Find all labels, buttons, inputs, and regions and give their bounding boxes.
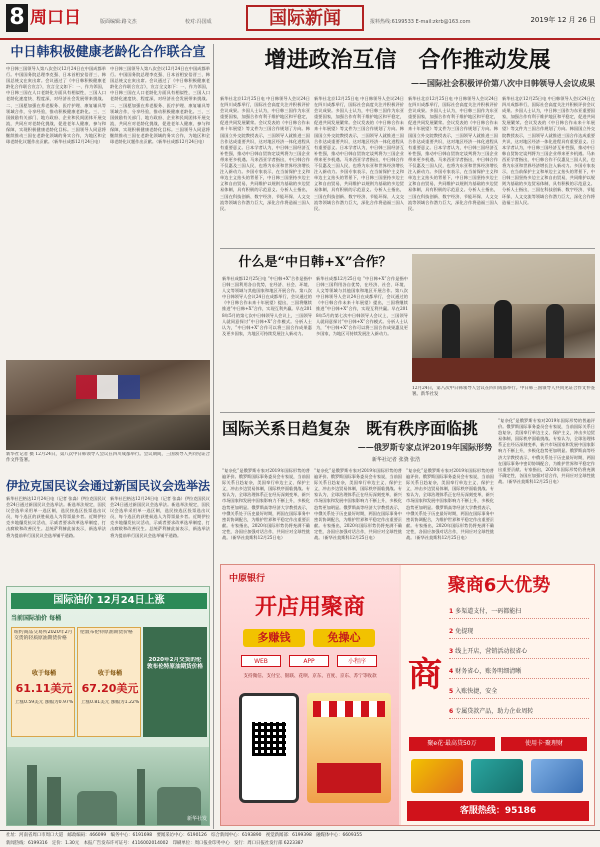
russia-body-col1: “复杂化”是俄罗斯专家对2019年国际形势的普遍评价。俄罗斯国际事务委员会专家说，当前国际关系日趋复杂，美国奉行单边主义、保护主义，冲击多边贸易体制，国际秩序面临挑战。专家认为，全球治理体系正在经历深刻变革，新兴市场国家和发展中国家影响力不断上升，多极化趋势更加明显。俄罗斯高等经济大学教授表示，中俄关系处于历史最好时期，两国在国际事务中密切协调配合，为维护世界和平稳定作出重要贡献。专家指出，2020年国际形势仍将充满不确定性，各国应加强对话合作，共同应对全球性挑战。（新华社莫斯科12月25日电） [222, 468, 310, 541]
advantage-item [449, 645, 589, 659]
ad-left-panel [221, 565, 399, 826]
ad-tag-earn: 多赚钱 [243, 629, 305, 647]
russia-body-col4: “复杂化”是俄罗斯专家对2019年国际形势的普遍评价。俄罗斯国际事务委员会专家说，当前国际关系日趋复杂，美国奉行单边主义、保护主义，冲击多边贸易体制，国际秩序面临挑战。专家认为，全球治理体系正在经历深刻变革，新兴市场国家和发展中国家影响力不断上升，多极化趋势更加明显。俄罗斯高等经济大学教授表示，中俄关系处于历史最好时期，两国在国际事务中密切协调配合，为维护世界和平稳定作出重要贡献。专家指出，2020年国际形势仍将充满不确定性，各国应加强对话合作，共同应对全球性挑战。（新华社莫斯科12月25日电） [498, 418, 595, 484]
photo-flags [76, 375, 140, 399]
ad-channel-miniapp: 小程序 [337, 655, 377, 667]
oil-refinery-silhouette [7, 747, 209, 825]
photo-caption-meeting: 12月24日，第八次中日韩领导人会议在四川成都举行。中日韩三国领导人共同见证合作文件签署。新华社发 [412, 386, 595, 398]
oil-box-wti-mid: 收于每桶 [31, 670, 56, 677]
advantages-title: 聚商6大优势 [447, 575, 551, 596]
russia-body-col2: “复杂化”是俄罗斯专家对2019年国际形势的普遍评价。俄罗斯国际事务委员会专家说，当前国际关系日趋复杂，美国奉行单边主义、保护主义，冲击多边贸易体制，国际秩序面临挑战。专家认为，全球治理体系正在经历深刻变革，新兴市场国家和发展中国家影响力不断上升，多极化趋势更加明显。俄罗斯高等经济大学教授表示，中俄关系处于历史最好时期，两国在国际事务中密切协调配合，为维护世界和平稳定作出重要贡献。专家指出，2020年国际形势仍将充满不确定性，各国应加强对话合作，共同应对全球性挑战。（新华社莫斯科12月25日电） [314, 468, 402, 541]
photo-leaders-signing [6, 360, 210, 450]
advantage-item [449, 705, 589, 719]
paper-logo: 周口日 [30, 8, 81, 28]
photo-stage [6, 415, 210, 450]
oil-box-note-title: 2020年2月交货的伦敦布伦特原油期货价格 [147, 657, 203, 670]
ad-card-image [471, 759, 523, 793]
advantage-text: 多渠道支付，一码都能扫 [455, 608, 522, 615]
ad-channel-app: APP [289, 655, 329, 667]
photo-leaders-meeting [412, 254, 595, 382]
divider [6, 63, 210, 64]
lead-body-col1: 新华社北京12月25日电 中日韩领导人会议24日在四川成都举行，国际社会高度关注并积极评价会议成果。多国人士认为，中日韩三国作为东亚重要国家，加强合作有利于维护地区和平稳定，促进共同发展繁荣。会议发表的《中日韩合作未来十年展望》等文件为三国合作规划了方向。韩国国立外交院教授表示，三国领导人就推进三国合作达成重要共识，这对地区经济一体化进程具有重要意义。日本学者认为，中日韩三国经济互补性强，推动中日韩自贸协定谈判将为三国企业带来更多机遇。马来西亚学者指出，中日韩合作不仅惠及三国人民，也将为东亚和世界经济增长注入新动力。多国专家表示，在当前保护主义和单边主义抬头的背景下，中日韩三国坚持多边主义和自由贸易，共同维护以规则为基础的多边贸易体制，具有积极的示范意义。分析人士指出，三国在科技创新、数字经济、节能环保、人文交流等领域合作潜力巨大，深化合作将造福三国人民。 [220, 96, 310, 211]
ad-card-image [411, 759, 463, 793]
divider [220, 248, 595, 249]
photo-table [412, 358, 595, 382]
advantage-text: 专属贷款产品，助力企业周转 [455, 708, 534, 715]
footer-line2: 新闻热线：6199316 定价：1.30元 本报广告发布许可证号：4116002014002 印刷单位：周口报业印务中心 发行：周口日报社发行部 6223387 [6, 841, 304, 846]
article-iraq-body-col2: 新华社巴格达12月24日电（记者 张淼）伊拉克国民议会24日通过新国民议会选举法。新选举法规定，国民议会选举采用单一选区制，选民按选区投票选出议员，每个选区的获胜候选人为得票最多者。近期伊拉克多地爆发抗议活动，示威者要求改革选举制度、打击腐败和改善民生。总统萨利赫此前表示，新选举法将为提前举行国民议会选举铺平道路。 [110, 496, 210, 538]
russia-headline: 国际关系日趋复杂 既有秩序面临挑 [222, 419, 479, 438]
advantage-item [449, 625, 589, 639]
qr-code-icon [252, 722, 286, 756]
advantage-text: 线上开店，营销活动很省心 [455, 648, 528, 655]
editor-line: 版面编辑:路文杰 [100, 19, 137, 25]
advantage-number: 5 [449, 688, 456, 695]
section-tab: 国际新闻 [246, 5, 364, 31]
advantage-number: 6 [449, 708, 456, 715]
refinery-tank [77, 791, 117, 825]
refinery-tower [137, 769, 145, 825]
feature-headline: 什么是“中日韩+X”合作？ [238, 255, 392, 270]
oil-box-wti-change: 上涨0.59美元 涨幅为0.97% [14, 700, 74, 705]
refinery-tower [47, 777, 61, 825]
ad-headline: 开店用聚商 [254, 595, 365, 620]
headline-aging: 中日韩积极健康老龄化合作联合宣 [10, 45, 206, 60]
promo-loan: 聚e花·最高贷50万 [409, 737, 495, 751]
ad-right-panel [401, 565, 595, 826]
headline-iraq: 伊拉克国民议会通过新国民议会选举法 [6, 479, 210, 493]
article-aging-body: 中日韩三国领导人第八次会议12月24日在中国成都举行。中国国务院总理李克强、日本首相安倍晋三、韩国总统文在寅出席。会议通过了《中日韩积极健康老龄化合作联合宣言》，宣言全文如下：一、作为邻国，中日韩三国在人口老龄化方面具有相似性，三国人口老龄化速度快、程度深，对经济社会发展带来挑战。二、三国愿加强在养老服务、医疗护理、康复辅具等领域合作，分享经验，推动积极健康老龄化。三、三国鼓励有关部门、地方政府、企业和民间团体开展交流，共同应对老龄化挑战，促进老年人健康、参与和保障，实现积极健康老龄化目标。三国领导人同意将继续推动三国在老龄化领域的务实合作，为地区和全球老龄化议题作出贡献。（新华社成都12月24日电） [6, 66, 106, 145]
photo-backdrop [412, 254, 595, 304]
promo-card: 使用卡·聚理财 [501, 737, 587, 751]
lead-body-col4: 新华社北京12月25日电 中日韩领导人会议24日在四川成都举行，国际社会高度关注并积极评价会议成果。多国人士认为，中日韩三国作为东亚重要国家，加强合作有利于维护地区和平稳定，促进共同发展繁荣。会议发表的《中日韩合作未来十年展望》等文件为三国合作规划了方向。韩国国立外交院教授表示，三国领导人就推进三国合作达成重要共识，这对地区经济一体化进程具有重要意义。日本学者认为，中日韩三国经济互补性强，推动中日韩自贸协定谈判将为三国企业带来更多机遇。马来西亚学者指出，中日韩合作不仅惠及三国人民，也将为东亚和世界经济增长注入新动力。多国专家表示，在当前保护主义和单边主义抬头的背景下，中日韩三国坚持多边主义和自由贸易，共同维护以规则为基础的多边贸易体制，具有积极的示范意义。分析人士指出，三国在科技创新、数字经济、节能环保、人文交流等领域合作潜力巨大，深化合作将造福三国人民。 [502, 96, 595, 205]
oil-box-brent-title: 伦敦布伦特原油期货价格 [80, 630, 133, 635]
lead-body-col2: 新华社北京12月25日电 中日韩领导人会议24日在四川成都举行，国际社会高度关注并积极评价会议成果。多国人士认为，中日韩三国作为东亚重要国家，加强合作有利于维护地区和平稳定，促进共同发展繁荣。会议发表的《中日韩合作未来十年展望》等文件为三国合作规划了方向。韩国国立外交院教授表示，三国领导人就推进三国合作达成重要共识，这对地区经济一体化进程具有重要意义。日本学者认为，中日韩三国经济互补性强，推动中日韩自贸协定谈判将为三国企业带来更多机遇。马来西亚学者指出，中日韩合作不仅惠及三国人民，也将为东亚和世界经济增长注入新动力。多国专家表示，在当前保护主义和单边主义抬头的背景下，中日韩三国坚持多边主义和自由贸易，共同维护以规则为基础的多边贸易体制，具有积极的示范意义。分析人士指出，三国在科技创新、数字经济、节能环保、人文交流等领域合作潜力巨大，深化合作将造福三国人民。 [314, 96, 404, 211]
advantage-number: 2 [449, 628, 456, 635]
contact-line: 报料热线:6199533 E-mail:zkrb@163.com [370, 19, 471, 25]
brand-glyph-icon: 商 [408, 655, 442, 695]
advantage-number: 4 [449, 668, 456, 675]
feature-body-col1: 新华社成都12月25日电 “中日韩+X”合作是指中日韩三国利用各自优势，在经济、社会、环境、人文等领域与其他国家和地区开展合作。第八次中日韩领导人会议24日在成都举行，会议通过的《中日韩合作未来十年展望》提出，三国将继续推进“中日韩+X”合作，实现互利共赢。早在2018年5月的第七次中日韩领导人会议上，三国领导人就同意探讨“中日韩+X”合作模式。分析人士认为，“中日韩+X”合作可以将三国合作成果惠及更多国家，为地区可持续发展注入新动力。 [222, 276, 312, 336]
oil-box-note [143, 627, 207, 737]
ad-channel-web: WEB [241, 655, 281, 667]
ad-shop-scene [307, 693, 391, 803]
lead-subtitle: ——国际社会积极评价第八次中日韩领导人会议成果 [411, 78, 595, 88]
lead-headline: 增进政治互信 合作推动发展 [264, 47, 551, 73]
russia-subtitle: ——俄罗斯专家点评2019年国际形势 [357, 442, 492, 452]
oil-box-wti-value: 61.11美元 [15, 682, 73, 695]
oil-box-wti-title: 纽约商品交易所2020年2月交货的轻质原油期货价格 [14, 630, 73, 642]
advantage-number: 3 [449, 648, 456, 655]
bank-logo: 中原银行 [229, 574, 266, 584]
issue-date: 2019年 12 月 26 日 [530, 16, 596, 24]
shop-awning-icon [313, 701, 385, 717]
advantage-text: 免提现 [455, 628, 474, 635]
photo-caption-aging: 新华社记者 摄 12月24日，第八次中日韩领导人会议在四川成都举行。会议期间，三国领导人共同见证合作文件签署。 [6, 452, 210, 464]
design-line: 校对:冯国成 [185, 19, 212, 25]
advantage-item [449, 665, 589, 679]
advantage-text: 财务省心，账务明细清晰 [455, 668, 522, 675]
oil-price-graphic [6, 586, 210, 826]
russia-body-col3: “复杂化”是俄罗斯专家对2019年国际形势的普遍评价。俄罗斯国际事务委员会专家说，当前国际关系日趋复杂，美国奉行单边主义、保护主义，冲击多边贸易体制，国际秩序面临挑战。专家认为，全球治理体系正在经历深刻变革，新兴市场国家和发展中国家影响力不断上升，多极化趋势更加明显。俄罗斯高等经济大学教授表示，中俄关系处于历史最好时期，两国在国际事务中密切协调配合，为维护世界和平稳定作出重要贡献。专家指出，2020年国际形势仍将充满不确定性，各国应加强对话合作，共同应对全球性挑战。（新华社莫斯科12月25日电） [406, 468, 494, 541]
column-rule [213, 44, 214, 829]
ad-tag-easy: 免操心 [313, 629, 375, 647]
article-iraq-body: 新华社巴格达12月24日电（记者 张淼）伊拉克国民议会24日通过新国民议会选举法。新选举法规定，国民议会选举采用单一选区制，选民按选区投票选出议员，每个选区的获胜候选人为得票最多者。近期伊拉克多地爆发抗议活动，示威者要求改革选举制度、打击腐败和改善民生。总统萨利赫此前表示，新选举法将为提前举行国民议会选举铺平道路。 [6, 496, 106, 538]
page-footer [0, 830, 600, 847]
advantage-text: 入账快捷，安全 [455, 688, 498, 695]
oil-subheader: 当前国际油价 每桶 [11, 615, 62, 622]
oil-box-brent-mid: 收于每桶 [97, 670, 122, 677]
ad-card-image [531, 759, 583, 793]
lead-body-col3: 新华社北京12月25日电 中日韩领导人会议24日在四川成都举行，国际社会高度关注并积极评价会议成果。多国人士认为，中日韩三国作为东亚重要国家，加强合作有利于维护地区和平稳定，促进共同发展繁荣。会议发表的《中日韩合作未来十年展望》等文件为三国合作规划了方向。韩国国立外交院教授表示，三国领导人就推进三国合作达成重要共识，这对地区经济一体化进程具有重要意义。日本学者认为，中日韩三国经济互补性强，推动中日韩自贸协定谈判将为三国企业带来更多机遇。马来西亚学者指出，中日韩合作不仅惠及三国人民，也将为东亚和世界经济增长注入新动力。多国专家表示，在当前保护主义和单边主义抬头的背景下，中日韩三国坚持多边主义和自由贸易，共同维护以规则为基础的多边贸易体制，具有积极的示范意义。分析人士指出，三国在科技创新、数字经济、节能环保、人文交流等领域合作潜力巨大，深化合作将造福三国人民。 [408, 96, 498, 211]
masthead [0, 0, 600, 40]
bank-ad [220, 564, 595, 826]
ad-phone-mockup [239, 693, 299, 803]
oil-box-wti [11, 627, 75, 737]
page-number: 8 [6, 4, 28, 32]
oil-box-brent [77, 627, 141, 737]
ad-payment-line: 支持微信、支付宝、银联、花呗、京东、百度、京东、苏宁等收款 [243, 674, 377, 679]
photo-figure [546, 304, 564, 364]
advantage-item [449, 605, 589, 619]
article-aging-body-col2: 中日韩三国领导人第八次会议12月24日在中国成都举行。中国国务院总理李克强、日本首相安倍晋三、韩国总统文在寅出席。会议通过了《中日韩积极健康老龄化合作联合宣言》，宣言全文如下：一、作为邻国，中日韩三国在人口老龄化方面具有相似性，三国人口老龄化速度快、程度深，对经济社会发展带来挑战。二、三国愿加强在养老服务、医疗护理、康复辅具等领域合作，分享经验，推动积极健康老龄化。三、三国鼓励有关部门、地方政府、企业和民间团体开展交流，共同应对老龄化挑战，促进老年人健康、参与和保障，实现积极健康老龄化目标。三国领导人同意将继续推动三国在老龄化领域的务实合作，为地区和全球老龄化议题作出贡献。（新华社成都12月24日电） [110, 66, 210, 145]
refinery-tower [27, 765, 37, 825]
service-hotline: 客服热线：95186 [407, 801, 589, 821]
feature-body-col2: 新华社成都12月25日电 “中日韩+X”合作是指中日韩三国利用各自优势，在经济、社会、环境、人文等领域与其他国家和地区开展合作。第八次中日韩领导人会议24日在成都举行，会议通过的《中日韩合作未来十年展望》提出，三国将继续推进“中日韩+X”合作，实现互利共赢。早在2018年5月的第七次中日韩领导人会议上，三国领导人就同意探讨“中日韩+X”合作模式。分析人士认为，“中日韩+X”合作可以将三国合作成果惠及更多国家，为地区可持续发展注入新动力。 [316, 276, 408, 336]
shop-counter-icon [317, 763, 381, 793]
russia-byline: 新华社记者 张骁 张浩 [371, 457, 421, 463]
oil-header: 国际油价 12月24日上涨 [11, 593, 207, 609]
photo-figure [442, 304, 460, 364]
advantage-number: 1 [449, 608, 456, 615]
footer-line1: 社址：河南省周口市周口大道 邮政编码：466099 编务中心：6191698 要闻采访中心：6190126 综合新闻中心：6193890 视觉新闻部：6199398 融媒体中心：6609355 [6, 833, 363, 838]
divider [220, 412, 595, 413]
oil-box-brent-change: 上涨0.81美元 涨幅为1.22% [80, 700, 140, 705]
oil-footer: 新华社发 [186, 816, 207, 822]
oil-box-brent-value: 67.20美元 [81, 682, 139, 695]
advantage-item [449, 685, 589, 699]
photo-figure [494, 300, 512, 364]
